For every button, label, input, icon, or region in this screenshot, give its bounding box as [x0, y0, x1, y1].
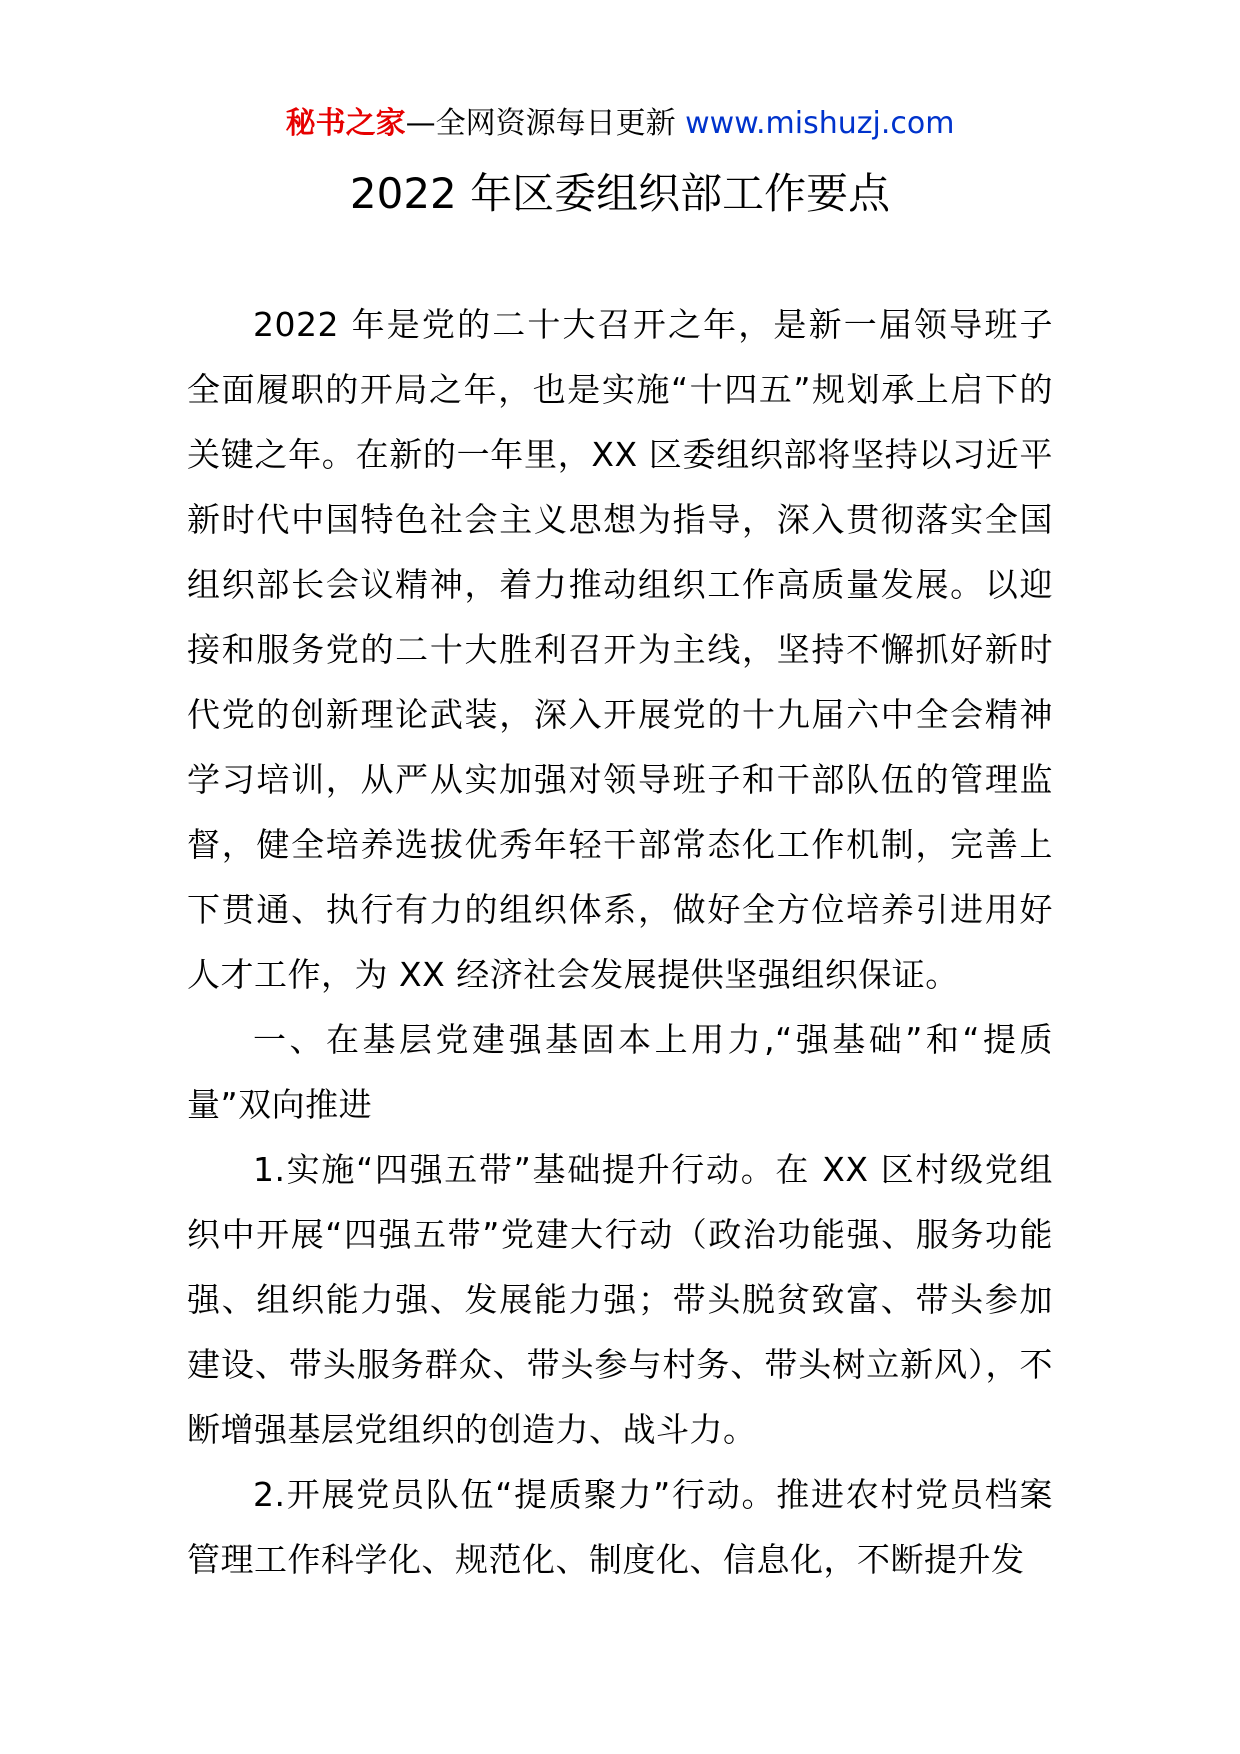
document-title: 2022 年区委组织部工作要点	[349, 169, 891, 218]
intro-paragraph: 2022 年是党的二十大召开之年，是新一届领导班子全面履职的开局之年，也是实施“十四五”规划承上启下的关键之年。在新的一年里，XX 区委组织部将坚持以习近平新时代中国特色社会主义思想为指导，深入贯彻落实全国组织部长会议精神，着力推动组织工作高质量发展。以迎接和服务党的二十大胜利召开为主线，坚持不懈抓好新时代党的创新理论武装，深入开展党的十九届六中全会精神学习培训，从严从实加强对领导班子和干部队伍的管理监督，健全培养选拔优秀年轻干部常态化工作机制，完善上下贯通、执行有力的组织体系，做好全方位培养引进用好人才工作，为 XX 经济社会发展提供坚强组织保证。	[187, 305, 1053, 994]
section-heading: 一、在基层党建强基固本上用力,“强基础”和“提质量”双向推进	[187, 1020, 1053, 1124]
brand-name: 秘书之家	[285, 106, 406, 141]
item-paragraph-2: 2.开展党员队伍“提质聚力”行动。推进农村党员档案管理工作科学化、规范化、制度化、信息化，不断提升发	[187, 1475, 1053, 1579]
site-url-link[interactable]: www.mishuzj.com	[685, 106, 955, 141]
site-header	[0, 102, 1240, 146]
document-body	[187, 292, 1053, 1592]
header-tagline: —全网资源每日更新	[405, 106, 686, 141]
item-paragraph-1: 1.实施“四强五带”基础提升行动。在 XX 区村级党组织中开展“四强五带”党建大行动（政治功能强、服务功能强、组织能力强、发展能力强；带头脱贫致富、带头参加建设、带头服务群众、带头参与村务、带头树立新风），不断增强基层党组织的创造力、战斗力。	[187, 1150, 1053, 1449]
